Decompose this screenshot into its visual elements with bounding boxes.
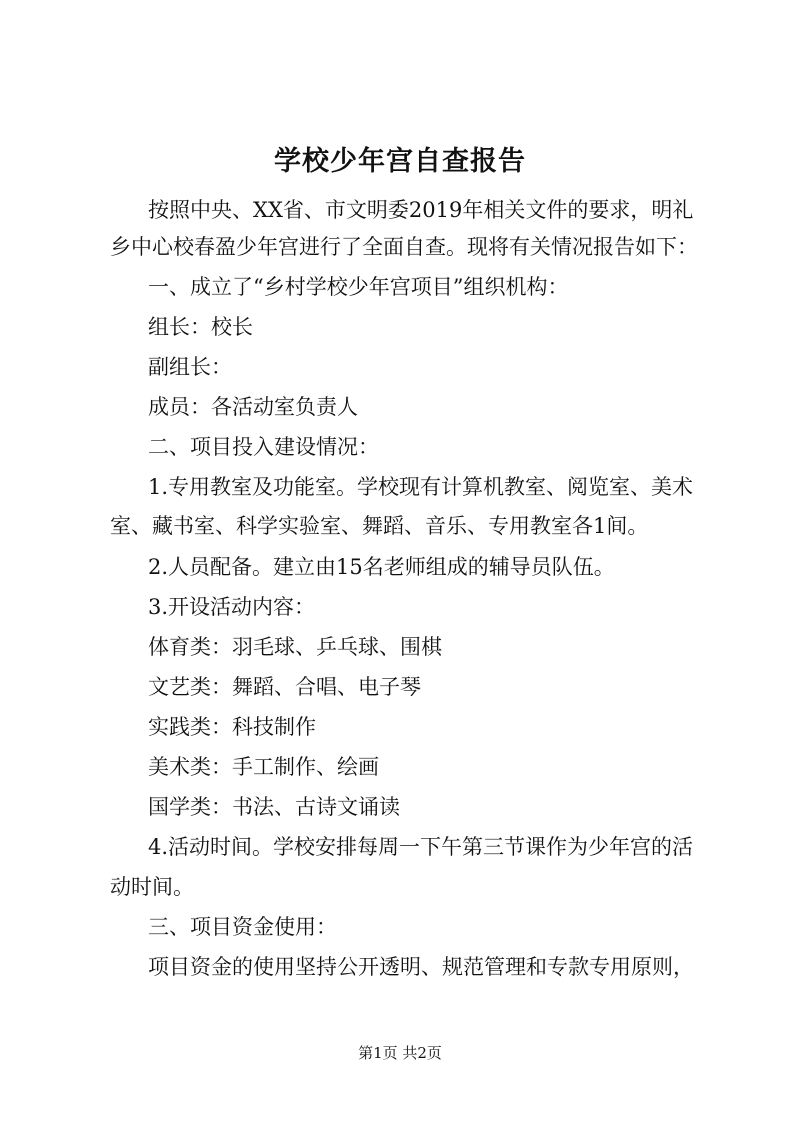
paragraph-line: 3.开设活动内容： [148, 595, 316, 619]
paragraph-line: 动时间。 [110, 875, 194, 899]
section-heading: 三、项目资金使用： [148, 915, 337, 939]
paragraph-line: 2.人员配备。建立由15名老师组成的辅导员队伍。 [148, 555, 615, 579]
paragraph-line: 体育类：羽毛球、乒乓球、围棋 [148, 635, 442, 659]
section-heading: 一、成立了“乡村学校少年宫项目”组织机构： [148, 275, 569, 299]
paragraph-line: 实践类：科技制作 [148, 715, 316, 739]
page-footer: 第1页 共2页 [358, 1044, 442, 1062]
paragraph-line: 4.活动时间。学校安排每周一下午第三节课作为少年宫的活 [148, 835, 694, 859]
paragraph-line: 按照中央、XX省、市文明委2019年相关文件的要求，明礼 [148, 198, 694, 222]
document-title: 学校少年宫自查报告 [274, 146, 526, 177]
paragraph-line: 项目资金的使用坚持公开透明、规范管理和专款专用原则， [148, 955, 694, 979]
section-heading: 二、项目投入建设情况： [148, 435, 379, 459]
paragraph-line: 室、藏书室、科学实验室、舞蹈、音乐、专用教室各1间。 [110, 514, 649, 538]
paragraph-line: 文艺类：舞蹈、合唱、电子琴 [148, 675, 421, 699]
paragraph-line: 成员：各活动室负责人 [148, 395, 358, 419]
paragraph-line: 副组长： [148, 355, 232, 379]
paragraph-line: 乡中心校春盈少年宫进行了全面自查。现将有关情况报告如下： [110, 235, 698, 259]
paragraph-line: 美术类：手工制作、绘画 [148, 755, 379, 779]
paragraph-line: 国学类：书法、古诗文诵读 [148, 795, 400, 819]
paragraph-line: 组长：校长 [148, 315, 253, 339]
paragraph-line: 1.专用教室及功能室。学校现有计算机教室、阅览室、美术 [148, 475, 694, 499]
